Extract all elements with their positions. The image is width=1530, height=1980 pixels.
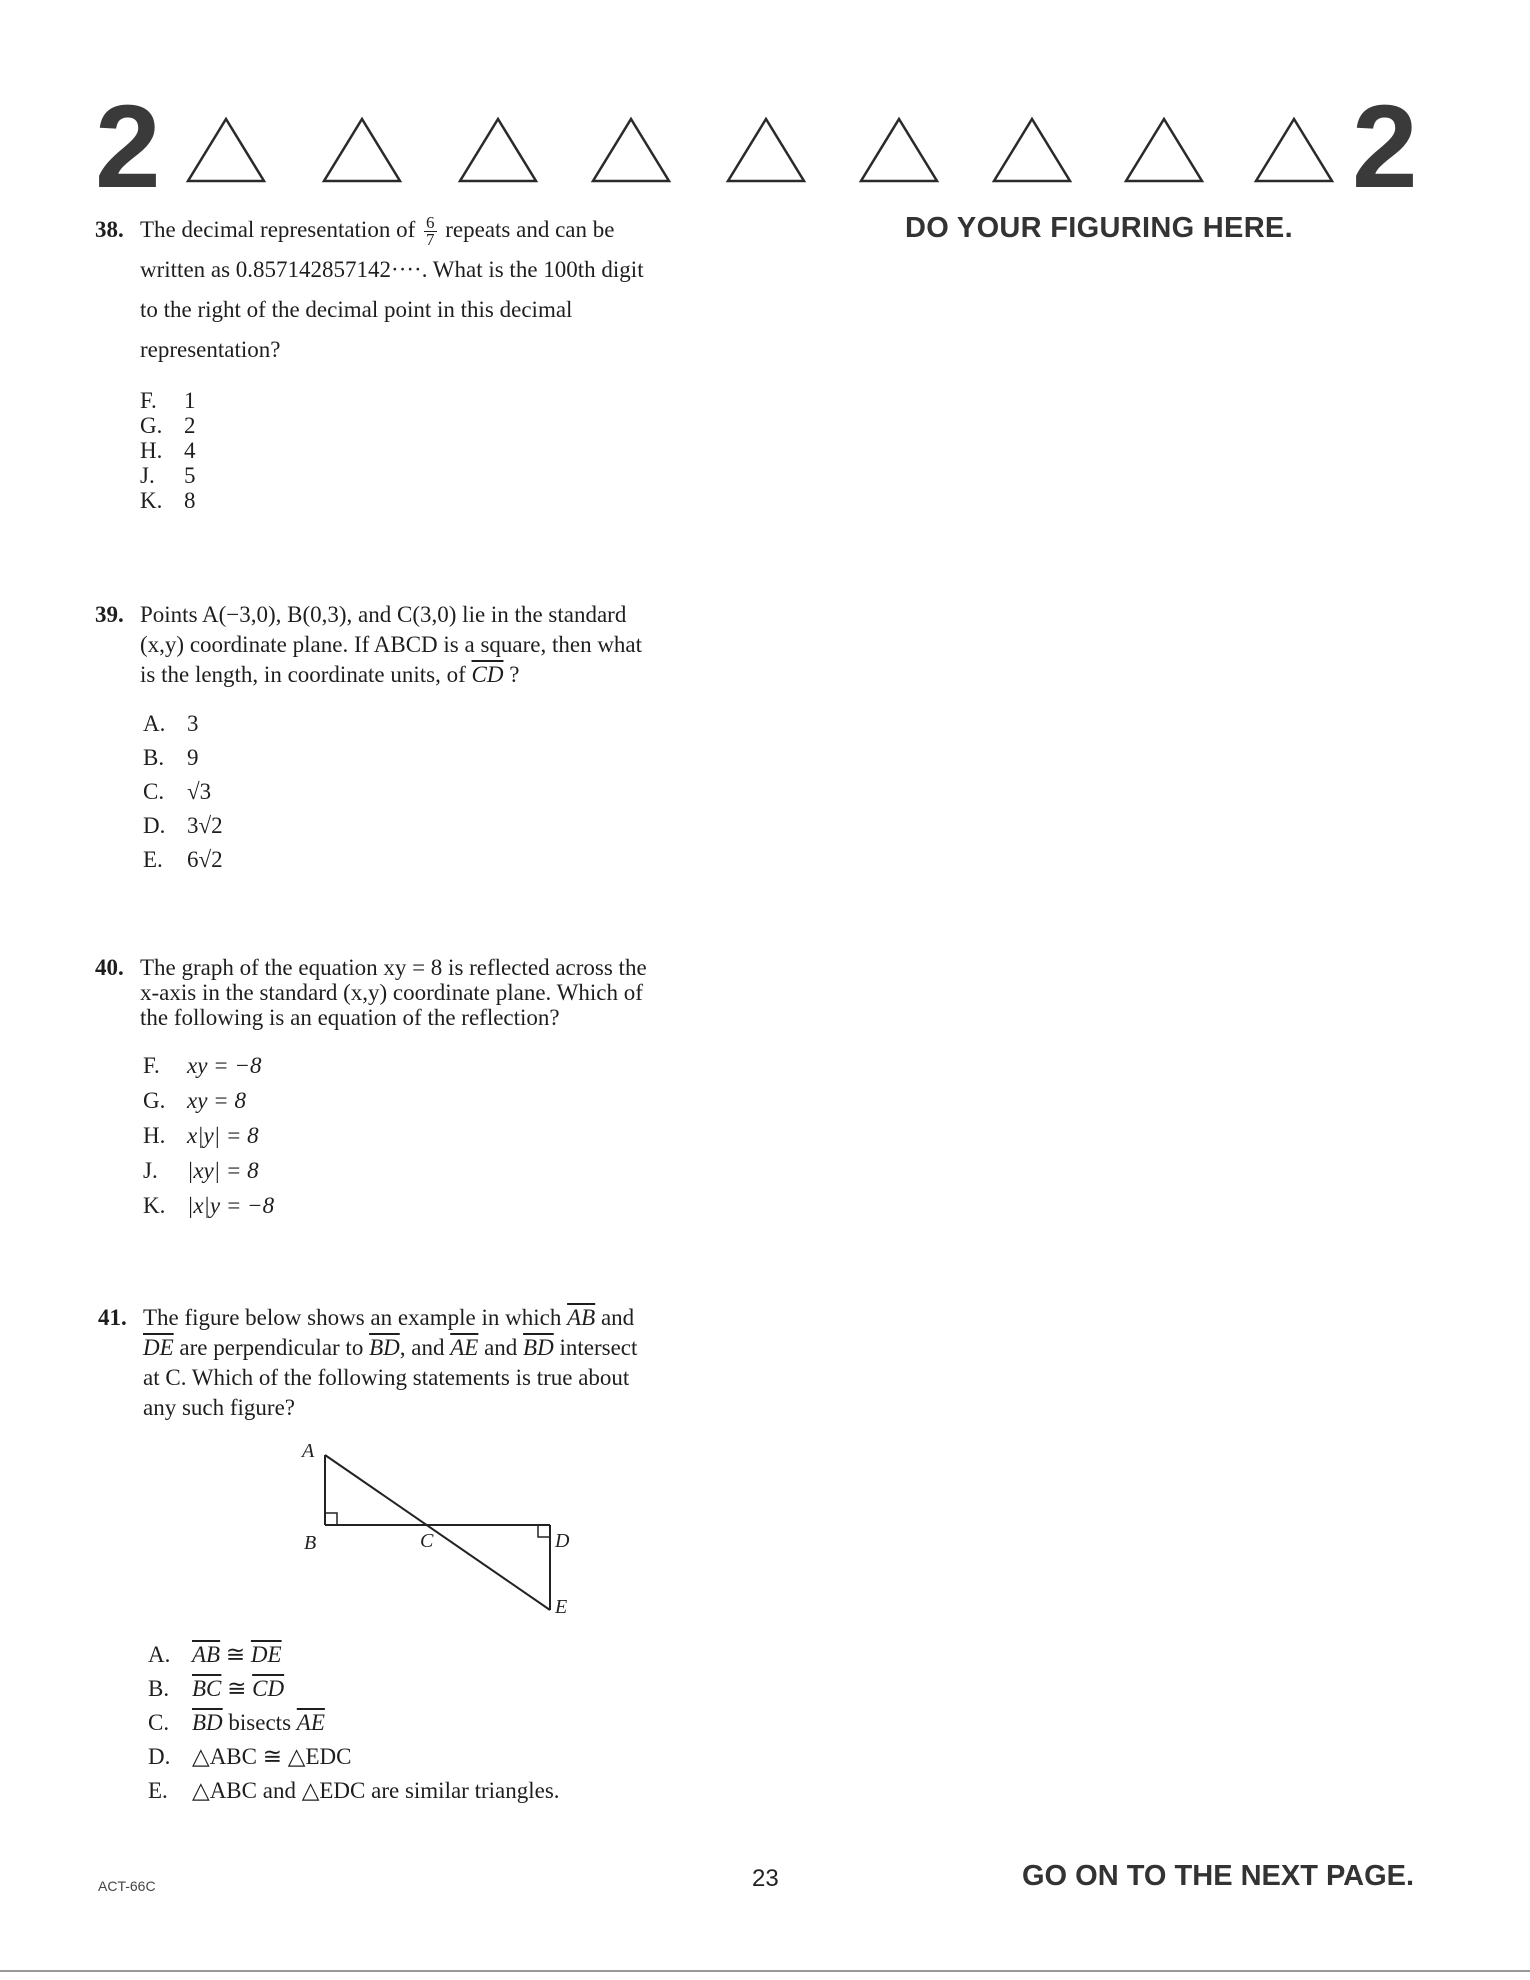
choice-text: 4 — [184, 438, 196, 463]
question-text-part: and — [484, 1335, 518, 1360]
question-text — [140, 210, 745, 370]
choice-text: xy = 8 — [187, 1088, 246, 1113]
triangle-icon — [185, 115, 267, 185]
section-number-right: 2 — [1352, 81, 1418, 213]
question-text-line: at C. Which of the following statements is true about — [143, 1365, 630, 1390]
choice-letter: H. — [143, 1123, 166, 1148]
answer-choice[interactable] — [140, 438, 196, 463]
choice-letter: C. — [148, 1710, 170, 1735]
question-text-part: intersect — [559, 1335, 638, 1360]
question-text-line: representation? — [140, 337, 281, 362]
question-text-part: ? — [509, 662, 520, 687]
question-text-part: and — [600, 1305, 635, 1330]
segment-label: $\overline{AB}$ — [192, 1642, 221, 1667]
choice-letter: J. — [140, 463, 155, 488]
segment-label: $\overline{AB}$ — [567, 1305, 596, 1330]
choice-text: 5 — [184, 463, 196, 488]
form-code: ACT-66C — [98, 1878, 156, 1894]
question-text-part: The figure below shows an example in which — [143, 1305, 562, 1330]
question-text-part: The decimal representation of — [140, 217, 416, 242]
question-text-part: , and — [399, 1335, 445, 1360]
segment-label: $\overline{CD}$ — [252, 1676, 285, 1701]
triangle-icon — [858, 115, 940, 185]
triangle-icon — [590, 115, 672, 185]
triangle-icon — [1123, 115, 1205, 185]
relation-text: bisects — [222, 1710, 297, 1735]
answer-choice[interactable] — [143, 843, 223, 877]
choice-letter: D. — [148, 1744, 171, 1769]
fraction-six-sevenths — [424, 215, 437, 248]
answer-choice[interactable] — [140, 413, 196, 438]
answer-choice[interactable] — [148, 1638, 560, 1672]
question-text — [143, 1303, 748, 1423]
question-number: 39. — [95, 602, 124, 627]
answer-choice[interactable] — [143, 707, 223, 741]
choice-letter: H. — [140, 438, 163, 463]
page-number: 23 — [752, 1865, 779, 1892]
answer-choice[interactable] — [143, 775, 223, 809]
answer-choice[interactable] — [143, 1118, 274, 1153]
choice-text: |xy| = 8 — [187, 1158, 259, 1183]
question-text-line: (x,y) coordinate plane. If ABCD is a square, then what — [140, 632, 643, 657]
choice-letter: E. — [148, 1778, 168, 1803]
label-a: A — [302, 1440, 315, 1462]
choice-text: 6√2 — [187, 847, 223, 872]
choice-text: 2 — [184, 413, 196, 438]
segment-label: $\overline{BD}$ — [192, 1710, 223, 1735]
triangle-icon — [1253, 115, 1335, 185]
answer-choices-39 — [143, 707, 223, 877]
answer-choices-38 — [140, 388, 196, 513]
segment-label: $\overline{DE}$ — [143, 1335, 174, 1360]
triangle-icon — [725, 115, 807, 185]
question-text-line: The graph of the equation xy = 8 is reflected across the — [140, 955, 647, 980]
choice-letter: F. — [140, 388, 157, 413]
right-angle-mark-d — [538, 1525, 550, 1537]
next-page-instruction: GO ON TO THE NEXT PAGE. — [1022, 1860, 1415, 1892]
answer-choices-40 — [143, 1048, 274, 1223]
relation-symbol: ≅ — [221, 1676, 253, 1701]
choice-text: △ABC and △EDC are similar triangles. — [192, 1778, 560, 1803]
segment-label: $\overline{BD}$ — [523, 1335, 554, 1360]
segment-label: $\overline{CD}$ — [471, 662, 504, 687]
question-text-line: any such figure? — [143, 1395, 295, 1420]
fraction-denominator: 7 — [426, 230, 435, 250]
choice-text: 8 — [184, 488, 196, 513]
question-text — [140, 600, 745, 690]
triangle-icon — [991, 115, 1073, 185]
choice-text: x|y| = 8 — [187, 1123, 259, 1148]
question-text-line: to the right of the decimal point in this decimal — [140, 297, 573, 322]
answer-choice[interactable] — [143, 1153, 274, 1188]
question-number: 41. — [98, 1305, 127, 1330]
answer-choice[interactable] — [148, 1672, 560, 1706]
choice-letter: G. — [140, 413, 163, 438]
choice-letter: E. — [143, 847, 163, 872]
choice-letter: K. — [143, 1193, 166, 1218]
choice-letter: F. — [143, 1053, 160, 1078]
answer-choice[interactable] — [143, 1083, 274, 1118]
relation-symbol: ≅ — [220, 1642, 251, 1667]
choice-text: 1 — [184, 388, 196, 413]
choice-text: 3√2 — [187, 813, 223, 838]
choice-text: 9 — [187, 745, 199, 770]
question-text-line: Points A(−3,0), B(0,3), and C(3,0) lie in the standard — [140, 602, 627, 627]
bottom-divider — [0, 1970, 1530, 1972]
geometry-figure — [290, 1435, 610, 1625]
answer-choice[interactable] — [140, 463, 196, 488]
answer-choice[interactable] — [140, 388, 196, 413]
answer-choices-41 — [148, 1638, 560, 1808]
question-text-part: are perpendicular to — [179, 1335, 364, 1360]
answer-choice[interactable] — [143, 741, 223, 775]
segment-label: $\overline{BC}$ — [192, 1676, 222, 1701]
answer-choice[interactable] — [140, 488, 196, 513]
triangle-decoration-row — [185, 115, 1375, 190]
segment-label: $\overline{AE}$ — [450, 1335, 479, 1360]
answer-choice[interactable] — [143, 1188, 274, 1223]
label-b: B — [304, 1532, 317, 1554]
answer-choice[interactable] — [143, 809, 223, 843]
label-c: C — [420, 1530, 434, 1552]
question-number: 40. — [95, 955, 124, 980]
question-text-part: repeats and can be — [445, 217, 615, 242]
question-text-part: is the length, in coordinate units, of — [140, 662, 466, 687]
choice-letter: K. — [140, 488, 163, 513]
choice-letter: D. — [143, 813, 166, 838]
label-e: E — [555, 1596, 568, 1618]
choice-letter: G. — [143, 1088, 166, 1113]
question-text — [140, 955, 745, 1030]
choice-text: △ABC ≅ △EDC — [192, 1744, 352, 1769]
right-angle-mark-b — [325, 1513, 337, 1525]
choice-letter: A. — [148, 1642, 171, 1667]
section-number-left: 2 — [95, 81, 161, 213]
triangle-icon — [457, 115, 539, 185]
segment-ae — [325, 1455, 550, 1610]
choice-letter: B. — [143, 745, 165, 770]
question-text-line: x-axis in the standard (x,y) coordinate plane. Which of — [140, 980, 643, 1005]
triangle-icon — [321, 115, 403, 185]
figuring-area-label: DO YOUR FIGURING HERE. — [905, 212, 1293, 244]
choice-text: 3 — [187, 711, 199, 736]
choice-letter: A. — [143, 711, 166, 736]
question-text-line: written as 0.857142857142····. What is the 100th digit — [140, 257, 644, 282]
choice-letter: C. — [143, 779, 165, 804]
question-text-line: the following is an equation of the reflection? — [140, 1005, 560, 1030]
choice-text: |x|y = −8 — [187, 1193, 275, 1218]
segment-label: $\overline{AE}$ — [296, 1710, 325, 1735]
segment-label: $\overline{BD}$ — [369, 1335, 400, 1360]
fraction-numerator: 6 — [426, 213, 435, 233]
label-d: D — [555, 1530, 570, 1552]
choice-text: xy = −8 — [187, 1053, 262, 1078]
choice-text: √3 — [187, 779, 212, 804]
segment-label: $\overline{DE}$ — [250, 1642, 282, 1667]
answer-choice[interactable] — [148, 1740, 560, 1774]
answer-choice[interactable] — [148, 1774, 560, 1808]
answer-choice[interactable] — [148, 1706, 560, 1740]
answer-choice[interactable] — [143, 1048, 274, 1083]
choice-letter: J. — [143, 1158, 158, 1183]
choice-letter: B. — [148, 1676, 170, 1701]
question-number: 38. — [95, 217, 124, 242]
